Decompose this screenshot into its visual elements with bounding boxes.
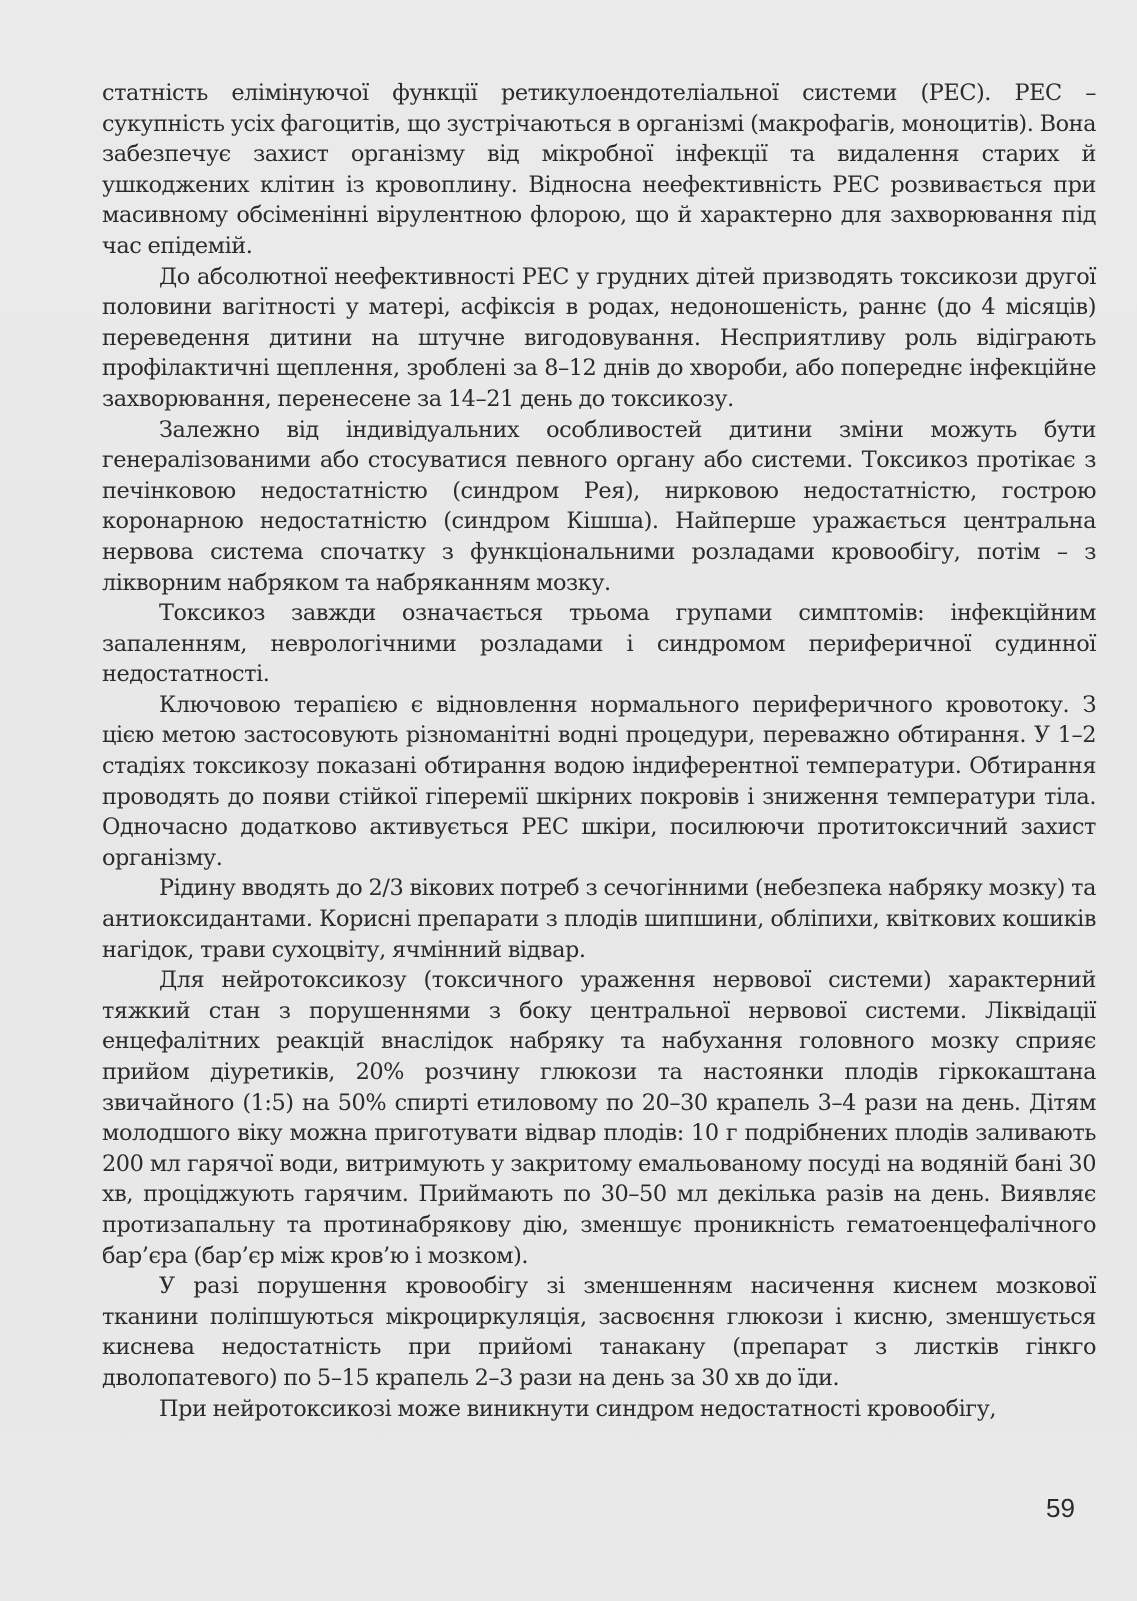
paragraph-5: Ключовою терапією є відновлення нормального периферичного кровотоку. З цією метою застосовують різноманітні водні процедури, переважно обтирання. У 1–2 стадіях токсикозу показані обтирання водою індиферентної температури. Обтирання проводять до появи стійкої гіперемії шкірних покровів і зниження температури тіла. Одночасно додатково активується РЕС шкіри, посилюючи протитоксичний захист організму. [102,691,1096,871]
paragraph-8: У разі порушення кровообігу зі зменшенням насичення киснем мозкової тканини поліпшуються мікроциркуляція, засвоєння глюкози і кисню, зменшується киснева недостатність при прийомі танакану (препарат з листків гінкго дволопатевого) по 5–15 крапель 2–3 рази на день за 30 хв до їди. [102,1273,1096,1391]
body-text [102,78,1096,1424]
paragraph-6: Рідину вводять до 2/3 вікових потреб з сечогінними (небезпека набряку мозку) та антиоксидантами. Корисні препарати з плодів шипшини, обліпихи, квіткових кошиків нагідок, трави сухоцвіту, ячмінний відвар. [102,875,1096,963]
paragraph-9: При нейротоксикозі може виникнути синдром недостатності кровообігу, [159,1395,996,1422]
paragraph-2: До абсолютної неефективності РЕС у грудних дітей призводять токсикози другої половини вагітності у матері, асфіксія в родах, недоношеність, раннє (до 4 місяців) переведення дитини на штучне вигодовування. Несприятливу роль відіграють профілактичні щеплення, зроблені за 8–12 днів до хвороби, або попереднє інфекційне захворювання, перенесене за 14–21 день до токсикозу. [102,263,1096,412]
paragraph-7: Для нейротоксикозу (токсичного ураження нервової системи) характерний тяжкий стан з порушеннями з боку центральної нервової системи. Ліквідації енцефалітних реакцій внаслідок набряку та набухання головного мозку сприяє прийом діуретиків, 20% розчину глюкози та настоянки плодів гіркокаштана звичайного (1:5) на 50% спирті етиловому по 20–30 крапель 3–4 рази на день. Дітям молодшого віку можна приготувати відвар плодів: 10 г подрібнених плодів заливають 200 мл гарячої води, витримують у закритому емальованому посуді на водяній бані 30 хв, проціджують гарячим. Приймають по 30–50 мл декілька разів на день. Виявляє протизапальну та протинабрякову дію, зменшує проникність гематоенцефалічного бар’єра (бар’єр між кров’ю і мозком). [102,967,1096,1269]
paragraph-3: Залежно від індивідуальних особливостей дитини зміни можуть бути генералізованими або стосуватися певного органу або системи. Токсикоз протікає з печінковою недостатністю (синдром Рея), нирковою недостатністю, гострою коронарною недостатністю (синдром Кішша). Найперше уражається центральна нервова система спочатку з функціональними розладами кровообігу, потім – з лікворним набряком та набряканням мозку. [102,416,1096,596]
paragraph-4: Токсикоз завжди означається трьома групами симптомів: інфекційним запаленням, неврологічними розладами і синдромом периферичної судинної недостатності. [102,600,1096,688]
paragraph-1: статність елімінуючої функції ретикулоендотеліальної системи (РЕС). РЕС – сукупність усіх фагоцитів, що зустрічаються в організмі (макрофагів, моноцитів). Вона забезпечує захист організму від мікробної інфекції та видалення старих й ушкоджених клітин із кровоплину. Відносна неефективність РЕС розвивається при масивному обсіменінні вірулентною флорою, що й характерно для захворювання під час епідемій. [102,80,1096,259]
page-number: 59 [1046,1493,1075,1523]
